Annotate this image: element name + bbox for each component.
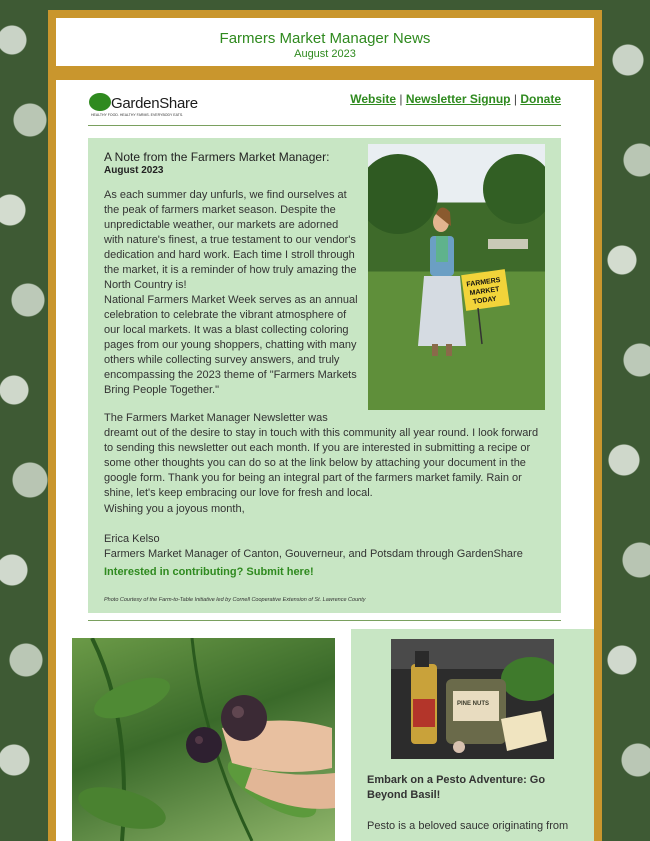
- pesto-article-text: Pesto is a beloved sauce originating from: [367, 820, 569, 832]
- pesto-article-title[interactable]: Embark on a Pesto Adventure: Go Beyond Basil!: [367, 774, 546, 801]
- link-separator: |: [399, 92, 403, 106]
- pesto-photo-art: [391, 639, 554, 759]
- newsletter-title: Farmers Market Manager News: [219, 30, 431, 47]
- newsletter-signup-link[interactable]: Newsletter Signup: [405, 92, 511, 106]
- website-link[interactable]: Website: [350, 92, 397, 106]
- newsletter-date: August 2023: [294, 48, 356, 60]
- signature-name: Erica Kelso: [104, 533, 160, 545]
- svg-text:MARKET: MARKET: [469, 286, 500, 298]
- donate-link[interactable]: Donate: [520, 92, 561, 106]
- manager-note-section: [88, 138, 561, 613]
- svg-text:FARMERS: FARMERS: [466, 276, 501, 289]
- newsletter-header: [56, 18, 594, 66]
- pesto-ingredients-photo: [391, 639, 554, 759]
- pine-nuts-label: PINE NUTS: [457, 701, 490, 707]
- tomato-photo-art: [72, 638, 335, 841]
- divider: [88, 125, 561, 126]
- svg-text:TODAY: TODAY: [472, 295, 498, 306]
- note-paragraph-3: dreamt out of the desire to stay in touch with this community all year round. I look forward to sending this newsletter out each month. If you are interested in submitting a recipe or some other thoughts you can do so at the link below by attaching your document in the google form. Thank you for being an integral part of the farmers market family. Rain or shine, let's keep embracing our love for fresh and local.: [104, 427, 539, 499]
- photo-credit: Photo Courtesy of the Farm-to-Table Initiative led by Cornell Cooperative Extension of St. Lawrence County: [104, 597, 366, 603]
- note-paragraph-2: National Farmers Market Week serves as an annual celebration to celebrate the vibrant atmosphere of our local markets. It was a blast collecting coloring pages from our young shoppers, chatting with many others while collecting survey answers, and truly encompassing the 2023 theme of "Farmers Markets Bring People Together.": [104, 294, 358, 396]
- gardenshare-logo[interactable]: [89, 93, 199, 117]
- note-date: August 2023: [104, 165, 164, 176]
- tomato-logo-icon: [89, 93, 111, 111]
- signature-title: Farmers Market Manager of Canton, Gouverneur, and Potsdam through GardenShare: [104, 548, 523, 560]
- note-closing: Wishing you a joyous month,: [104, 503, 245, 515]
- pesto-article-card: [351, 629, 594, 841]
- note-heading: A Note from the Farmers Market Manager:: [104, 150, 330, 164]
- note-paragraph-3-start: The Farmers Market Manager Newsletter was: [104, 412, 328, 424]
- tomato-photo: [72, 638, 335, 841]
- link-separator: |: [513, 92, 517, 106]
- newsletter-body: [56, 80, 594, 841]
- submit-link[interactable]: Interested in contributing? Submit here!: [104, 566, 314, 578]
- logo-name: GardenShare: [111, 95, 198, 112]
- note-paragraph-1: As each summer day unfurls, we find ourselves at the peak of farmers market season. Despite the unpredictable weather, our markets are adorned with nature's finest, a true testament to our vendor's dedication and hard work. Each time I stroll through the market, it is a reminder of how truly amazing the North Country is!: [104, 189, 357, 291]
- logo-tagline: HEALTHY FOOD. HEALTHY FARMS. EVERYBODY EATS.: [91, 113, 184, 117]
- manager-photo-art: [368, 144, 545, 410]
- divider: [88, 620, 561, 621]
- manager-photo: [368, 144, 545, 410]
- header-links: [350, 92, 561, 106]
